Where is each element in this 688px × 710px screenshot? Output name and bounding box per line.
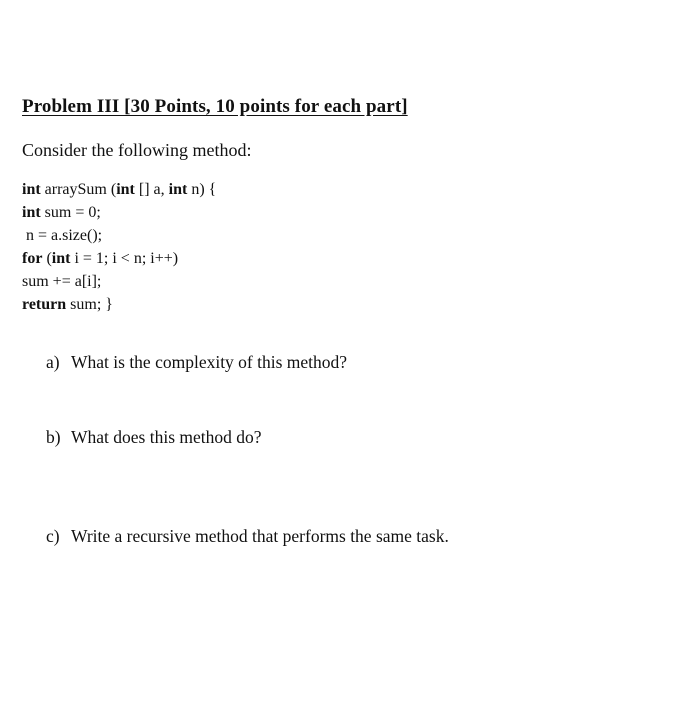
code-text: sum += a[i]; [22, 273, 102, 290]
code-line-return [22, 293, 216, 316]
code-line-signature [22, 178, 216, 201]
question-c [46, 526, 449, 547]
question-marker: c) [46, 526, 60, 546]
question-marker: b) [46, 427, 61, 447]
question-a [46, 352, 347, 373]
code-line-sum-init [22, 201, 216, 224]
code-keyword: int [22, 181, 41, 198]
code-text: ( [42, 250, 52, 267]
code-line-for [22, 247, 216, 270]
code-text: n = a.size(); [22, 227, 103, 244]
code-keyword: int [168, 181, 188, 198]
code-block [22, 178, 216, 316]
code-keyword: return [22, 296, 67, 313]
code-text: sum; } [66, 296, 113, 313]
question-text: What is the complexity of this method? [71, 352, 348, 372]
question-marker: a) [46, 352, 60, 372]
code-line-accumulate [22, 270, 216, 293]
code-keyword: for [22, 250, 43, 267]
code-text: i = 1; i < n; i++) [70, 250, 179, 267]
code-keyword: int [116, 181, 135, 198]
code-text: n) { [187, 181, 217, 198]
code-text: sum = 0; [40, 204, 101, 221]
problem-intro: Consider the following method: [22, 140, 252, 160]
question-text: What does this method do? [71, 427, 262, 447]
code-keyword: int [22, 204, 41, 221]
code-keyword: int [51, 250, 71, 267]
question-text: Write a recursive method that performs the same task. [71, 526, 449, 546]
code-line-size [22, 224, 216, 247]
question-b [46, 427, 262, 448]
code-text: [] a, [134, 181, 169, 198]
problem-title: Problem III [30 Points, 10 points for each part] [22, 96, 408, 117]
code-text: arraySum ( [40, 181, 117, 198]
